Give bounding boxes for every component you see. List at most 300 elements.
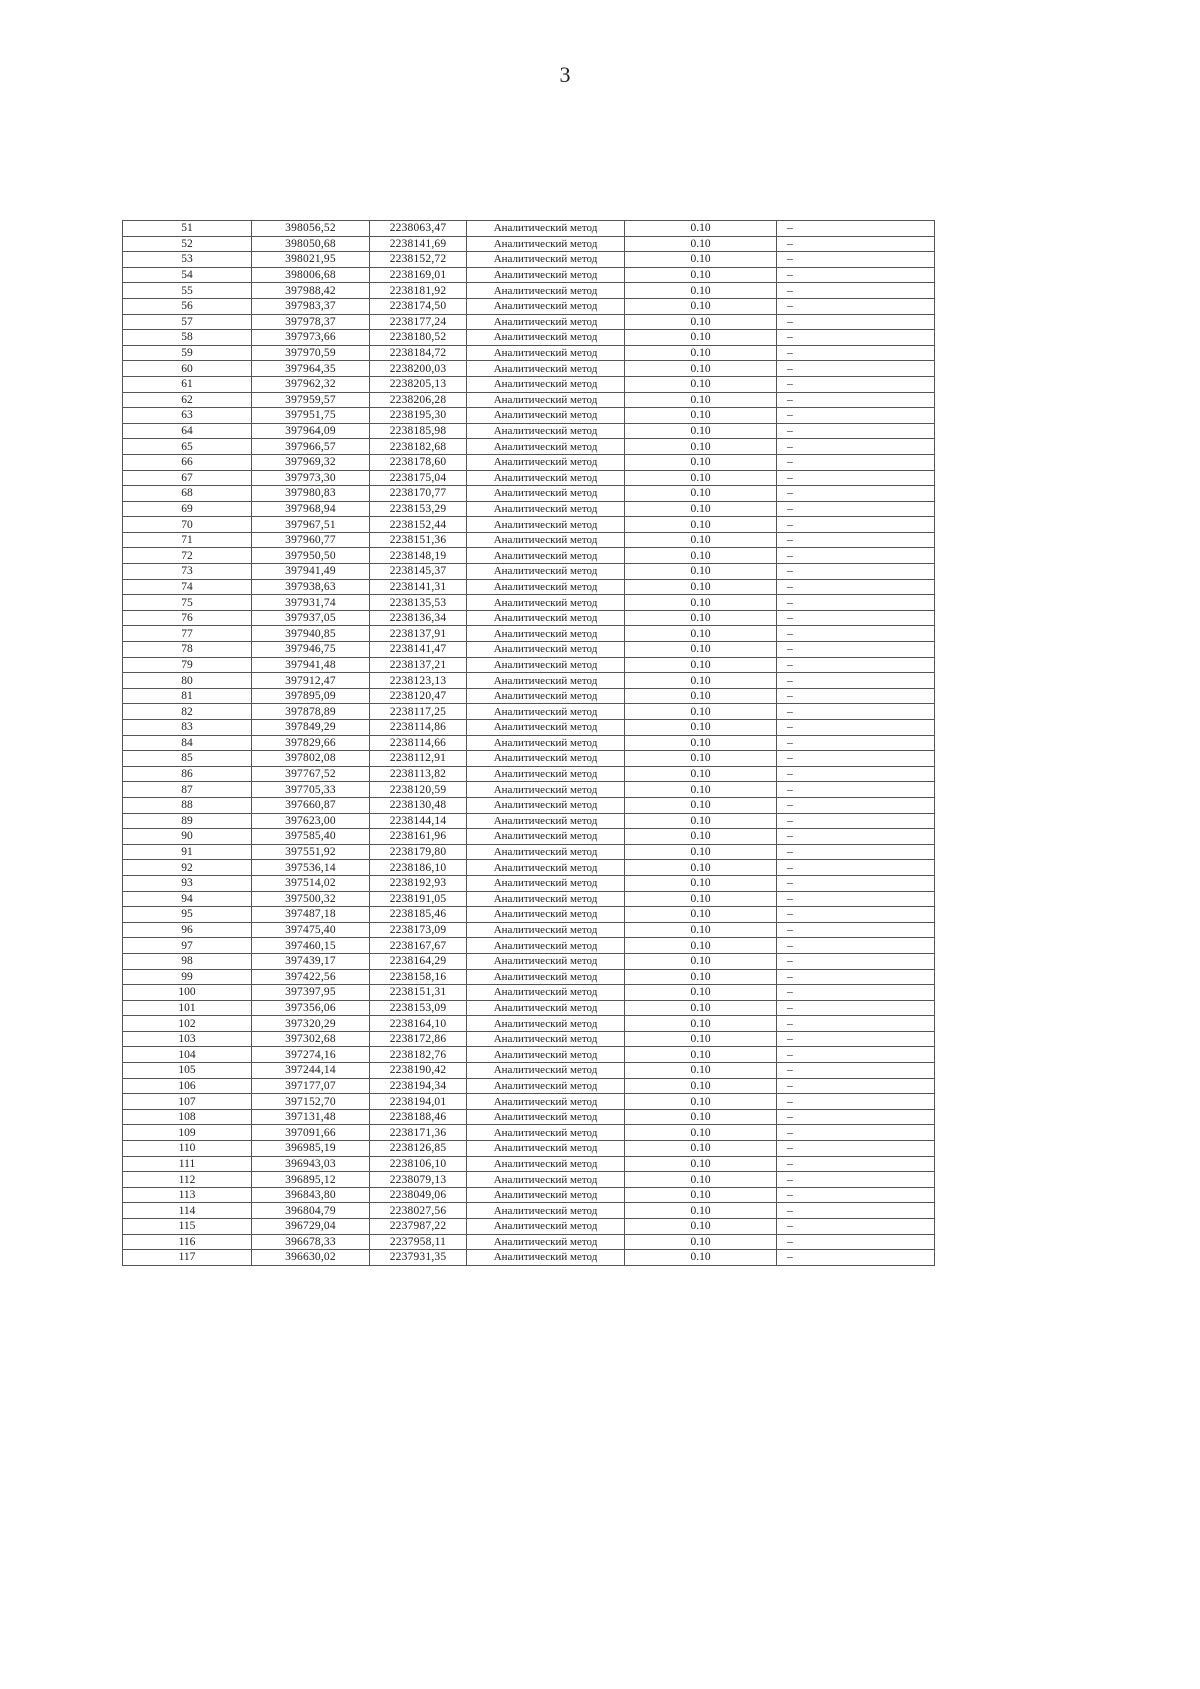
table-row (123, 1203, 935, 1219)
coord-y-cell: 2238172,86 (370, 1031, 467, 1047)
table-row (123, 439, 935, 455)
coord-x-cell: 397964,35 (252, 361, 370, 377)
coord-x-cell: 396843,80 (252, 1187, 370, 1203)
note-cell: – (777, 1250, 935, 1266)
accuracy-cell: 0.10 (625, 922, 777, 938)
method-cell: Аналитический метод (467, 1078, 625, 1094)
note-cell: – (777, 1219, 935, 1235)
point-number-cell: 116 (123, 1234, 252, 1250)
coord-y-cell: 2237987,22 (370, 1219, 467, 1235)
point-number-cell: 112 (123, 1172, 252, 1188)
note-cell: – (777, 439, 935, 455)
coord-x-cell: 397946,75 (252, 642, 370, 658)
coord-y-cell: 2237958,11 (370, 1234, 467, 1250)
table-row (123, 844, 935, 860)
coordinates-table (122, 220, 935, 1266)
point-number-cell: 98 (123, 953, 252, 969)
coord-x-cell: 396895,12 (252, 1172, 370, 1188)
point-number-cell: 91 (123, 844, 252, 860)
coord-y-cell: 2238063,47 (370, 221, 467, 237)
coord-y-cell: 2238182,76 (370, 1047, 467, 1063)
coord-y-cell: 2238186,10 (370, 860, 467, 876)
coord-y-cell: 2238170,77 (370, 486, 467, 502)
note-cell: – (777, 1234, 935, 1250)
point-number-cell: 76 (123, 610, 252, 626)
coord-x-cell: 397320,29 (252, 1016, 370, 1032)
table-row (123, 1109, 935, 1125)
note-cell: – (777, 408, 935, 424)
coord-x-cell: 397623,00 (252, 813, 370, 829)
accuracy-cell: 0.10 (625, 345, 777, 361)
coord-y-cell: 2238200,03 (370, 361, 467, 377)
coord-x-cell: 397970,59 (252, 345, 370, 361)
method-cell: Аналитический метод (467, 345, 625, 361)
coord-x-cell: 397705,33 (252, 782, 370, 798)
coord-x-cell: 397767,52 (252, 766, 370, 782)
point-number-cell: 84 (123, 735, 252, 751)
method-cell: Аналитический метод (467, 642, 625, 658)
coord-x-cell: 397973,66 (252, 330, 370, 346)
coord-y-cell: 2238180,52 (370, 330, 467, 346)
note-cell: – (777, 735, 935, 751)
accuracy-cell: 0.10 (625, 314, 777, 330)
table-row (123, 517, 935, 533)
coord-y-cell: 2238114,66 (370, 735, 467, 751)
point-number-cell: 78 (123, 642, 252, 658)
table-row (123, 1141, 935, 1157)
method-cell: Аналитический метод (467, 1141, 625, 1157)
note-cell: – (777, 1016, 935, 1032)
coord-x-cell: 397177,07 (252, 1078, 370, 1094)
coord-x-cell: 397439,17 (252, 953, 370, 969)
method-cell: Аналитический метод (467, 829, 625, 845)
point-number-cell: 90 (123, 829, 252, 845)
point-number-cell: 69 (123, 501, 252, 517)
coord-y-cell: 2238152,44 (370, 517, 467, 533)
note-cell: – (777, 267, 935, 283)
accuracy-cell: 0.10 (625, 751, 777, 767)
method-cell: Аналитический метод (467, 361, 625, 377)
point-number-cell: 94 (123, 891, 252, 907)
method-cell: Аналитический метод (467, 782, 625, 798)
method-cell: Аналитический метод (467, 439, 625, 455)
accuracy-cell: 0.10 (625, 1109, 777, 1125)
table-row (123, 891, 935, 907)
coord-x-cell: 397931,74 (252, 595, 370, 611)
method-cell: Аналитический метод (467, 252, 625, 268)
coord-y-cell: 2238126,85 (370, 1141, 467, 1157)
note-cell: – (777, 1109, 935, 1125)
accuracy-cell: 0.10 (625, 376, 777, 392)
table-row (123, 298, 935, 314)
method-cell: Аналитический метод (467, 766, 625, 782)
point-number-cell: 105 (123, 1063, 252, 1079)
coord-y-cell: 2238185,98 (370, 423, 467, 439)
coord-y-cell: 2238152,72 (370, 252, 467, 268)
note-cell: – (777, 1141, 935, 1157)
table-row (123, 642, 935, 658)
point-number-cell: 86 (123, 766, 252, 782)
coord-y-cell: 2238049,06 (370, 1187, 467, 1203)
note-cell: – (777, 1125, 935, 1141)
point-number-cell: 71 (123, 532, 252, 548)
coord-x-cell: 397514,02 (252, 875, 370, 891)
coord-x-cell: 397968,94 (252, 501, 370, 517)
table-row (123, 985, 935, 1001)
coord-x-cell: 397988,42 (252, 283, 370, 299)
accuracy-cell: 0.10 (625, 1219, 777, 1235)
method-cell: Аналитический метод (467, 673, 625, 689)
point-number-cell: 102 (123, 1016, 252, 1032)
table-row (123, 1063, 935, 1079)
note-cell: – (777, 1063, 935, 1079)
note-cell: – (777, 579, 935, 595)
point-number-cell: 57 (123, 314, 252, 330)
method-cell: Аналитический метод (467, 330, 625, 346)
method-cell: Аналитический метод (467, 579, 625, 595)
method-cell: Аналитический метод (467, 797, 625, 813)
table-row (123, 922, 935, 938)
method-cell: Аналитический метод (467, 564, 625, 580)
method-cell: Аналитический метод (467, 1156, 625, 1172)
coord-x-cell: 397962,32 (252, 376, 370, 392)
note-cell: – (777, 1000, 935, 1016)
method-cell: Аналитический метод (467, 891, 625, 907)
coord-x-cell: 397487,18 (252, 907, 370, 923)
accuracy-cell: 0.10 (625, 1203, 777, 1219)
point-number-cell: 100 (123, 985, 252, 1001)
table-row (123, 1172, 935, 1188)
method-cell: Аналитический метод (467, 267, 625, 283)
table-body (123, 221, 935, 1266)
note-cell: – (777, 1047, 935, 1063)
table-row (123, 797, 935, 813)
coord-x-cell: 397964,09 (252, 423, 370, 439)
coord-x-cell: 397460,15 (252, 938, 370, 954)
table-row (123, 1187, 935, 1203)
note-cell: – (777, 813, 935, 829)
point-number-cell: 59 (123, 345, 252, 361)
method-cell: Аналитический метод (467, 626, 625, 642)
note-cell: – (777, 688, 935, 704)
point-number-cell: 101 (123, 1000, 252, 1016)
coord-y-cell: 2238106,10 (370, 1156, 467, 1172)
coord-x-cell: 397912,47 (252, 673, 370, 689)
coord-y-cell: 2238181,92 (370, 283, 467, 299)
accuracy-cell: 0.10 (625, 1078, 777, 1094)
point-number-cell: 67 (123, 470, 252, 486)
coord-y-cell: 2238137,91 (370, 626, 467, 642)
point-number-cell: 108 (123, 1109, 252, 1125)
table-row (123, 610, 935, 626)
point-number-cell: 64 (123, 423, 252, 439)
coord-x-cell: 398006,68 (252, 267, 370, 283)
table-row (123, 579, 935, 595)
table-row (123, 813, 935, 829)
method-cell: Аналитический метод (467, 298, 625, 314)
accuracy-cell: 0.10 (625, 1250, 777, 1266)
table-row (123, 1016, 935, 1032)
accuracy-cell: 0.10 (625, 704, 777, 720)
note-cell: – (777, 314, 935, 330)
table-row (123, 564, 935, 580)
table-row (123, 1156, 935, 1172)
coord-x-cell: 397356,06 (252, 1000, 370, 1016)
coord-x-cell: 397536,14 (252, 860, 370, 876)
note-cell: – (777, 704, 935, 720)
point-number-cell: 62 (123, 392, 252, 408)
coord-x-cell: 397969,32 (252, 454, 370, 470)
coord-y-cell: 2238120,59 (370, 782, 467, 798)
table-row (123, 548, 935, 564)
note-cell: – (777, 782, 935, 798)
accuracy-cell: 0.10 (625, 1000, 777, 1016)
table-row (123, 704, 935, 720)
point-number-cell: 77 (123, 626, 252, 642)
coord-y-cell: 2238136,34 (370, 610, 467, 626)
table-row (123, 486, 935, 502)
coord-y-cell: 2238167,67 (370, 938, 467, 954)
coord-x-cell: 397585,40 (252, 829, 370, 845)
accuracy-cell: 0.10 (625, 564, 777, 580)
note-cell: – (777, 486, 935, 502)
table-row (123, 1219, 935, 1235)
table-row (123, 1031, 935, 1047)
point-number-cell: 75 (123, 595, 252, 611)
table-row (123, 1078, 935, 1094)
accuracy-cell: 0.10 (625, 985, 777, 1001)
accuracy-cell: 0.10 (625, 1187, 777, 1203)
accuracy-cell: 0.10 (625, 766, 777, 782)
accuracy-cell: 0.10 (625, 875, 777, 891)
table-row (123, 330, 935, 346)
table-row (123, 345, 935, 361)
point-number-cell: 111 (123, 1156, 252, 1172)
coord-y-cell: 2238151,31 (370, 985, 467, 1001)
point-number-cell: 61 (123, 376, 252, 392)
method-cell: Аналитический метод (467, 688, 625, 704)
accuracy-cell: 0.10 (625, 470, 777, 486)
coord-x-cell: 397500,32 (252, 891, 370, 907)
point-number-cell: 51 (123, 221, 252, 237)
accuracy-cell: 0.10 (625, 454, 777, 470)
table-row (123, 938, 935, 954)
accuracy-cell: 0.10 (625, 969, 777, 985)
method-cell: Аналитический метод (467, 408, 625, 424)
point-number-cell: 55 (123, 283, 252, 299)
note-cell: – (777, 673, 935, 689)
note-cell: – (777, 236, 935, 252)
note-cell: – (777, 938, 935, 954)
coord-x-cell: 396729,04 (252, 1219, 370, 1235)
accuracy-cell: 0.10 (625, 579, 777, 595)
accuracy-cell: 0.10 (625, 844, 777, 860)
accuracy-cell: 0.10 (625, 813, 777, 829)
note-cell: – (777, 875, 935, 891)
note-cell: – (777, 252, 935, 268)
point-number-cell: 68 (123, 486, 252, 502)
note-cell: – (777, 376, 935, 392)
coord-x-cell: 397941,48 (252, 657, 370, 673)
method-cell: Аналитический метод (467, 1000, 625, 1016)
coord-y-cell: 2238141,31 (370, 579, 467, 595)
method-cell: Аналитический метод (467, 938, 625, 954)
coord-y-cell: 2238112,91 (370, 751, 467, 767)
method-cell: Аналитический метод (467, 1109, 625, 1125)
coord-y-cell: 2238027,56 (370, 1203, 467, 1219)
accuracy-cell: 0.10 (625, 252, 777, 268)
accuracy-cell: 0.10 (625, 392, 777, 408)
table-row (123, 361, 935, 377)
coord-y-cell: 2238153,29 (370, 501, 467, 517)
table-row (123, 953, 935, 969)
accuracy-cell: 0.10 (625, 797, 777, 813)
point-number-cell: 82 (123, 704, 252, 720)
method-cell: Аналитический метод (467, 236, 625, 252)
coord-x-cell: 397878,89 (252, 704, 370, 720)
coord-y-cell: 2238182,68 (370, 439, 467, 455)
table-row (123, 408, 935, 424)
note-cell: – (777, 298, 935, 314)
accuracy-cell: 0.10 (625, 517, 777, 533)
coord-x-cell: 397829,66 (252, 735, 370, 751)
method-cell: Аналитический метод (467, 985, 625, 1001)
coord-y-cell: 2238178,60 (370, 454, 467, 470)
coord-x-cell: 397938,63 (252, 579, 370, 595)
point-number-cell: 103 (123, 1031, 252, 1047)
table-row (123, 766, 935, 782)
note-cell: – (777, 345, 935, 361)
table-row (123, 720, 935, 736)
coord-x-cell: 397940,85 (252, 626, 370, 642)
point-number-cell: 63 (123, 408, 252, 424)
accuracy-cell: 0.10 (625, 1234, 777, 1250)
coord-x-cell: 397941,49 (252, 564, 370, 580)
table-row (123, 1125, 935, 1141)
accuracy-cell: 0.10 (625, 221, 777, 237)
table-row (123, 252, 935, 268)
accuracy-cell: 0.10 (625, 595, 777, 611)
accuracy-cell: 0.10 (625, 548, 777, 564)
table-row (123, 236, 935, 252)
accuracy-cell: 0.10 (625, 907, 777, 923)
method-cell: Аналитический метод (467, 532, 625, 548)
method-cell: Аналитический метод (467, 1203, 625, 1219)
accuracy-cell: 0.10 (625, 236, 777, 252)
point-number-cell: 89 (123, 813, 252, 829)
coord-y-cell: 2238195,30 (370, 408, 467, 424)
coord-y-cell: 2238161,96 (370, 829, 467, 845)
point-number-cell: 73 (123, 564, 252, 580)
table-row (123, 751, 935, 767)
accuracy-cell: 0.10 (625, 1141, 777, 1157)
coord-x-cell: 397152,70 (252, 1094, 370, 1110)
note-cell: – (777, 610, 935, 626)
coord-x-cell: 397983,37 (252, 298, 370, 314)
accuracy-cell: 0.10 (625, 1125, 777, 1141)
page-number: 3 (559, 62, 571, 87)
method-cell: Аналитический метод (467, 610, 625, 626)
accuracy-cell: 0.10 (625, 1172, 777, 1188)
point-number-cell: 65 (123, 439, 252, 455)
method-cell: Аналитический метод (467, 844, 625, 860)
point-number-cell: 72 (123, 548, 252, 564)
table-row (123, 1250, 935, 1266)
table-row (123, 423, 935, 439)
coord-y-cell: 2238191,05 (370, 891, 467, 907)
method-cell: Аналитический метод (467, 657, 625, 673)
point-number-cell: 107 (123, 1094, 252, 1110)
accuracy-cell: 0.10 (625, 1063, 777, 1079)
point-number-cell: 79 (123, 657, 252, 673)
coord-y-cell: 2238175,04 (370, 470, 467, 486)
coord-x-cell: 396630,02 (252, 1250, 370, 1266)
table-row (123, 314, 935, 330)
coord-x-cell: 397422,56 (252, 969, 370, 985)
coord-x-cell: 397660,87 (252, 797, 370, 813)
method-cell: Аналитический метод (467, 969, 625, 985)
coord-y-cell: 2238205,13 (370, 376, 467, 392)
coord-y-cell: 2238145,37 (370, 564, 467, 580)
method-cell: Аналитический метод (467, 735, 625, 751)
coord-x-cell: 397960,77 (252, 532, 370, 548)
coord-x-cell: 398050,68 (252, 236, 370, 252)
note-cell: – (777, 953, 935, 969)
method-cell: Аналитический метод (467, 1016, 625, 1032)
coord-x-cell: 396943,03 (252, 1156, 370, 1172)
accuracy-cell: 0.10 (625, 1016, 777, 1032)
coord-x-cell: 397973,30 (252, 470, 370, 486)
table-row (123, 782, 935, 798)
table-row (123, 532, 935, 548)
table-row (123, 829, 935, 845)
point-number-cell: 106 (123, 1078, 252, 1094)
table-row (123, 501, 935, 517)
method-cell: Аналитический метод (467, 875, 625, 891)
coord-y-cell: 2238185,46 (370, 907, 467, 923)
accuracy-cell: 0.10 (625, 953, 777, 969)
method-cell: Аналитический метод (467, 813, 625, 829)
coord-y-cell: 2238120,47 (370, 688, 467, 704)
method-cell: Аналитический метод (467, 1125, 625, 1141)
coord-x-cell: 397802,08 (252, 751, 370, 767)
coord-y-cell: 2238174,50 (370, 298, 467, 314)
coord-y-cell: 2238169,01 (370, 267, 467, 283)
coord-y-cell: 2238135,53 (370, 595, 467, 611)
note-cell: – (777, 969, 935, 985)
coord-y-cell: 2238184,72 (370, 345, 467, 361)
coord-x-cell: 397895,09 (252, 688, 370, 704)
note-cell: – (777, 626, 935, 642)
method-cell: Аналитический метод (467, 1250, 625, 1266)
table-row (123, 392, 935, 408)
note-cell: – (777, 392, 935, 408)
coord-y-cell: 2238141,69 (370, 236, 467, 252)
table-row (123, 376, 935, 392)
accuracy-cell: 0.10 (625, 938, 777, 954)
note-cell: – (777, 829, 935, 845)
accuracy-cell: 0.10 (625, 532, 777, 548)
note-cell: – (777, 1094, 935, 1110)
note-cell: – (777, 922, 935, 938)
note-cell: – (777, 532, 935, 548)
accuracy-cell: 0.10 (625, 891, 777, 907)
method-cell: Аналитический метод (467, 454, 625, 470)
accuracy-cell: 0.10 (625, 782, 777, 798)
coord-y-cell: 2237931,35 (370, 1250, 467, 1266)
coord-x-cell: 397302,68 (252, 1031, 370, 1047)
note-cell: – (777, 1172, 935, 1188)
